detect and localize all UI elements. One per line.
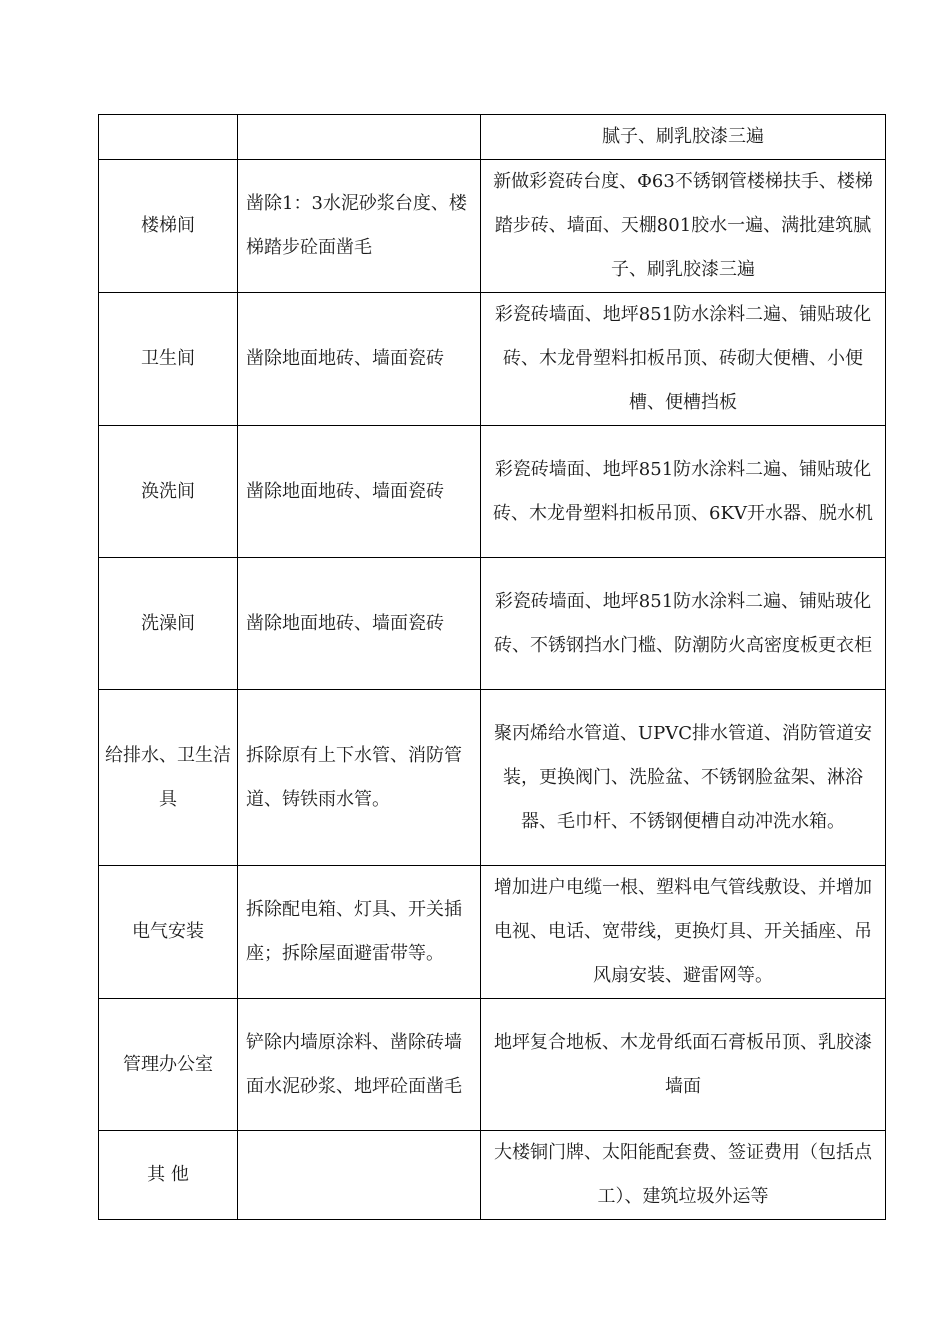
construction-cell: 增加进户电缆一根、塑料电气管线敷设、并增加电视、电话、宽带线，更换灯具、开关插座、吊风扇安装、避雷网等。 <box>481 866 886 999</box>
area-cell: 给排水、卫生洁具 <box>99 690 238 866</box>
table-row <box>99 690 886 866</box>
construction-cell: 彩瓷砖墙面、地坪851防水涂料二遍、铺贴玻化砖、不锈钢挡水门槛、防潮防火高密度板更衣柜 <box>481 558 886 690</box>
area-cell: 管理办公室 <box>99 999 238 1131</box>
table-row <box>99 293 886 426</box>
renovation-table <box>98 114 886 1220</box>
table-row <box>99 160 886 293</box>
area-cell: 电气安装 <box>99 866 238 999</box>
demolition-cell: 拆除原有上下水管、消防管道、铸铁雨水管。 <box>238 690 481 866</box>
construction-cell: 彩瓷砖墙面、地坪851防水涂料二遍、铺贴玻化砖、木龙骨塑料扣板吊顶、砖砌大便槽、小便槽、便槽挡板 <box>481 293 886 426</box>
demolition-cell: 凿除地面地砖、墙面瓷砖 <box>238 426 481 558</box>
construction-cell: 彩瓷砖墙面、地坪851防水涂料二遍、铺贴玻化砖、木龙骨塑料扣板吊顶、6KV开水器、脱水机 <box>481 426 886 558</box>
area-cell: 卫生间 <box>99 293 238 426</box>
demolition-cell: 拆除配电箱、灯具、开关插座；拆除屋面避雷带等。 <box>238 866 481 999</box>
area-cell: 涣洗间 <box>99 426 238 558</box>
table-row <box>99 999 886 1131</box>
construction-cell: 新做彩瓷砖台度、Φ63不锈钢管楼梯扶手、楼梯踏步砖、墙面、天棚801胶水一遍、满批建筑腻子、刷乳胶漆三遍 <box>481 160 886 293</box>
demolition-cell: 铲除内墙原涂料、凿除砖墙面水泥砂浆、地坪砼面凿毛 <box>238 999 481 1131</box>
area-cell: 楼梯间 <box>99 160 238 293</box>
demolition-cell: 凿除1：3水泥砂浆台度、楼梯踏步砼面凿毛 <box>238 160 481 293</box>
demolition-cell: 凿除地面地砖、墙面瓷砖 <box>238 293 481 426</box>
area-cell: 洗澡间 <box>99 558 238 690</box>
table-row <box>99 426 886 558</box>
table-row <box>99 1131 886 1220</box>
construction-cell: 大楼铜门牌、太阳能配套费、签证费用（包括点工）、建筑垃圾外运等 <box>481 1131 886 1220</box>
table-row <box>99 115 886 160</box>
demolition-cell <box>238 1131 481 1220</box>
construction-cell: 聚丙烯给水管道、UPVC排水管道、消防管道安装，更换阀门、洗脸盆、不锈钢脸盆架、淋浴器、毛巾杆、不锈钢便槽自动冲洗水箱。 <box>481 690 886 866</box>
area-cell: 其 他 <box>99 1131 238 1220</box>
demolition-cell: 凿除地面地砖、墙面瓷砖 <box>238 558 481 690</box>
table-row <box>99 558 886 690</box>
construction-cell: 腻子、刷乳胶漆三遍 <box>481 115 886 160</box>
table-row <box>99 866 886 999</box>
area-cell <box>99 115 238 160</box>
construction-cell: 地坪复合地板、木龙骨纸面石膏板吊顶、乳胶漆墙面 <box>481 999 886 1131</box>
renovation-table-wrapper <box>98 114 886 1220</box>
demolition-cell <box>238 115 481 160</box>
